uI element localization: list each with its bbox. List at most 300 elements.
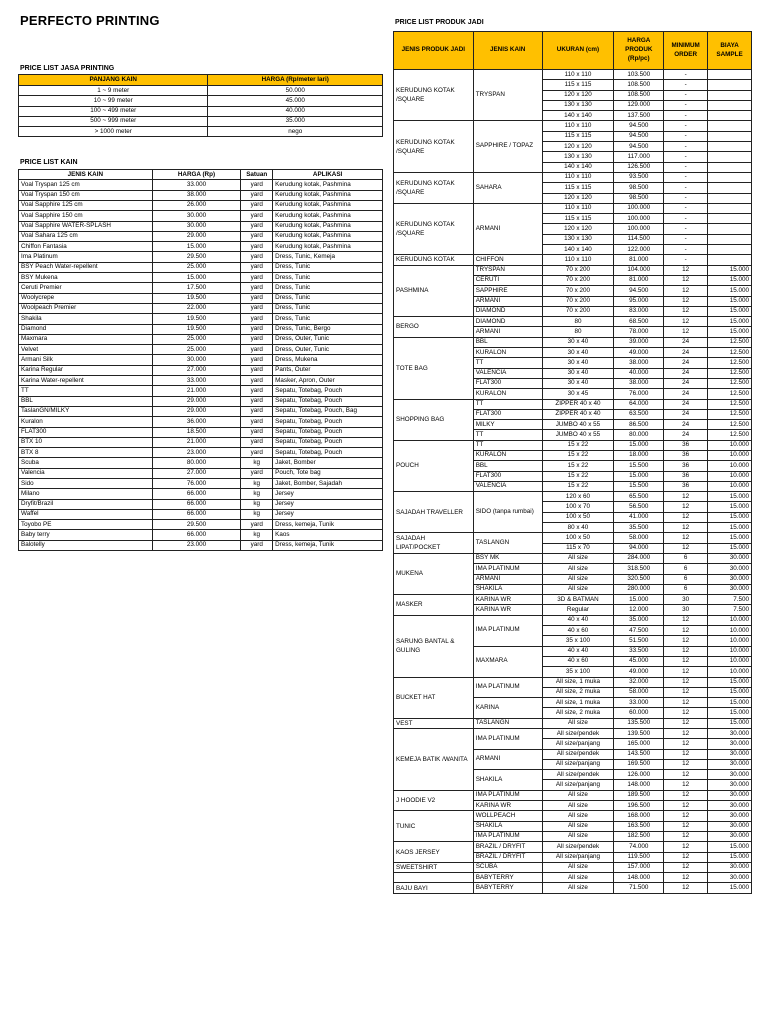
kain-name-cell: IMA PLATINUM (473, 729, 542, 750)
ukuran-cell: 130 x 130 (542, 234, 614, 244)
harga-cell: 68.500 (614, 317, 664, 327)
ukuran-cell: All size/panjang (542, 852, 614, 862)
minimum-order-cell: 24 (664, 378, 708, 388)
minimum-order-cell: 12 (664, 636, 708, 646)
table-row (394, 553, 752, 563)
harga-cell: 119.500 (614, 852, 664, 862)
biaya-sample-cell: 12.500 (708, 368, 752, 378)
minimum-order-cell: 12 (664, 533, 708, 543)
minimum-order-cell: 12 (664, 831, 708, 841)
ukuran-cell: All size (542, 790, 614, 800)
ukuran-cell: All size (542, 862, 614, 872)
satuan-cell: yard (241, 200, 273, 210)
jenis-kain-cell: BSY Peach Water-repellent (19, 262, 153, 272)
ukuran-cell: 140 x 140 (542, 245, 614, 255)
satuan-cell: yard (241, 365, 273, 375)
harga-cell: 98.500 (614, 183, 664, 193)
kain-name-cell: WOLLPEACH (473, 811, 542, 821)
kain-name-cell: BRAZIL / DRYFIT (473, 852, 542, 862)
minimum-order-cell: 12 (664, 739, 708, 749)
harga-cell: nego (208, 127, 383, 137)
col-header-jenis-produk: JENIS PRODUK JADI (394, 32, 474, 70)
minimum-order-cell: 12 (664, 502, 708, 512)
jenis-kain-cell: Scuba (19, 458, 153, 468)
kain-name-cell: ARMANI (473, 574, 542, 584)
harga-cell: 29.500 (152, 520, 241, 530)
harga-cell: 100.000 (614, 224, 664, 234)
harga-cell: 35.500 (614, 523, 664, 533)
minimum-order-cell: 12 (664, 811, 708, 821)
produk-name-cell: KERUDUNG KOTAK (394, 255, 474, 265)
biaya-sample-cell: 10.000 (708, 667, 752, 677)
aplikasi-cell: Dress, Tunic (273, 293, 383, 303)
minimum-order-cell: 12 (664, 327, 708, 337)
biaya-sample-cell: 15.000 (708, 492, 752, 502)
harga-cell: 15.000 (152, 273, 241, 283)
harga-cell: 19.500 (152, 324, 241, 334)
minimum-order-cell: - (664, 100, 708, 110)
ukuran-cell: 115 x 70 (542, 543, 614, 553)
biaya-sample-cell (708, 100, 752, 110)
minimum-order-cell: 6 (664, 564, 708, 574)
harga-cell: 165.000 (614, 739, 664, 749)
harga-cell: 148.000 (614, 780, 664, 790)
satuan-cell: yard (241, 221, 273, 231)
minimum-order-cell: 12 (664, 265, 708, 275)
satuan-cell: yard (241, 293, 273, 303)
harga-cell: 17.500 (152, 283, 241, 293)
biaya-sample-cell: 10.000 (708, 615, 752, 625)
produk-name-cell: PASHMINA (394, 265, 474, 316)
produk-name-cell: KAOS JERSEY (394, 842, 474, 863)
jenis-kain-cell: Ceruti Premier (19, 283, 153, 293)
kain-name-cell: SHAKILA (473, 770, 542, 791)
minimum-order-cell: 36 (664, 461, 708, 471)
ukuran-cell: All size, 1 muka (542, 677, 614, 687)
harga-cell: 80.000 (152, 458, 241, 468)
minimum-order-cell: 30 (664, 595, 708, 605)
satuan-cell: yard (241, 540, 273, 550)
kain-name-cell: KURALON (473, 389, 542, 399)
ukuran-cell: ZIPPER 40 x 40 (542, 409, 614, 419)
table-row (394, 399, 752, 409)
aplikasi-cell: Sepatu, Totebag, Pouch, Bag (273, 406, 383, 416)
ukuran-cell: 15 x 22 (542, 461, 614, 471)
minimum-order-cell: 24 (664, 420, 708, 430)
satuan-cell: yard (241, 376, 273, 386)
minimum-order-cell: 12 (664, 862, 708, 872)
biaya-sample-cell: 10.000 (708, 440, 752, 450)
ukuran-cell: 115 x 115 (542, 131, 614, 141)
minimum-order-cell: 12 (664, 698, 708, 708)
biaya-sample-cell: 30.000 (708, 770, 752, 780)
aplikasi-cell: Dress, Tunic (273, 314, 383, 324)
kain-name-cell: IMA PLATINUM (473, 677, 542, 698)
harga-cell: 78.000 (614, 327, 664, 337)
biaya-sample-cell: 30.000 (708, 574, 752, 584)
biaya-sample-cell: 15.000 (708, 317, 752, 327)
minimum-order-cell: 12 (664, 646, 708, 656)
col-header-harga: HARGA (Rp/meter lari) (208, 75, 383, 86)
ukuran-cell: 120 x 120 (542, 142, 614, 152)
kain-name-cell: KARINA WR (473, 595, 542, 605)
biaya-sample-cell: 15.000 (708, 883, 752, 893)
harga-cell: 284.000 (614, 553, 664, 563)
kain-name-cell: BRAZIL / DRYFIT (473, 842, 542, 852)
harga-cell: 40.000 (208, 106, 383, 116)
biaya-sample-cell (708, 224, 752, 234)
satuan-cell: yard (241, 231, 273, 241)
ukuran-cell: 70 x 200 (542, 265, 614, 275)
biaya-sample-cell: 15.000 (708, 698, 752, 708)
ukuran-cell: 40 x 60 (542, 626, 614, 636)
minimum-order-cell: 12 (664, 275, 708, 285)
biaya-sample-cell: 15.000 (708, 523, 752, 533)
biaya-sample-cell (708, 70, 752, 80)
ukuran-cell: All size (542, 801, 614, 811)
biaya-sample-cell: 30.000 (708, 862, 752, 872)
biaya-sample-cell: 12.500 (708, 409, 752, 419)
ukuran-cell: 110 x 110 (542, 255, 614, 265)
satuan-cell: yard (241, 334, 273, 344)
aplikasi-cell: Pouch, Tote bag (273, 468, 383, 478)
ukuran-cell: All size (542, 553, 614, 563)
jenis-kain-cell: Sido (19, 479, 153, 489)
biaya-sample-cell: 15.000 (708, 512, 752, 522)
table-row (19, 116, 383, 126)
table-row (19, 396, 383, 406)
table-row (19, 345, 383, 355)
satuan-cell: kg (241, 499, 273, 509)
harga-cell: 38.000 (614, 358, 664, 368)
jenis-kain-cell: BBL (19, 396, 153, 406)
kain-name-cell: KARINA (473, 698, 542, 719)
satuan-cell: yard (241, 242, 273, 252)
biaya-sample-cell: 30.000 (708, 811, 752, 821)
jenis-kain-cell: Shakila (19, 314, 153, 324)
biaya-sample-cell (708, 245, 752, 255)
harga-cell: 157.000 (614, 862, 664, 872)
minimum-order-cell: 24 (664, 409, 708, 419)
harga-cell: 39.000 (614, 337, 664, 347)
biaya-sample-cell (708, 203, 752, 213)
minimum-order-cell: 36 (664, 450, 708, 460)
produk-name-cell: MASKER (394, 595, 474, 616)
harga-cell: 129.000 (614, 100, 664, 110)
minimum-order-cell: - (664, 214, 708, 224)
table-row (394, 677, 752, 687)
produk-name-cell: SAJADAH TRAVELLER (394, 492, 474, 533)
ukuran-cell: 120 x 120 (542, 224, 614, 234)
satuan-cell: kg (241, 458, 273, 468)
jenis-kain-cell: TT (19, 386, 153, 396)
table-row (19, 293, 383, 303)
biaya-sample-cell: 15.000 (708, 852, 752, 862)
ukuran-cell: 30 x 40 (542, 368, 614, 378)
ukuran-cell: All size/panjang (542, 739, 614, 749)
table-row (19, 252, 383, 262)
panjang-kain-cell: 500 ~ 999 meter (19, 116, 208, 126)
biaya-sample-cell: 12.500 (708, 420, 752, 430)
kain-name-cell: TT (473, 440, 542, 450)
kain-table (18, 169, 383, 551)
table-row (394, 862, 752, 872)
jenis-kain-cell: Balotelly (19, 540, 153, 550)
ukuran-cell: 120 x 120 (542, 193, 614, 203)
minimum-order-cell: 12 (664, 306, 708, 316)
table-row (19, 127, 383, 137)
jenis-kain-cell: Velvet (19, 345, 153, 355)
biaya-sample-cell: 15.000 (708, 543, 752, 553)
biaya-sample-cell: 30.000 (708, 729, 752, 739)
table-row (19, 190, 383, 200)
biaya-sample-cell (708, 121, 752, 131)
col-header-harga: HARGA (Rp) (152, 170, 241, 180)
minimum-order-cell: - (664, 183, 708, 193)
minimum-order-cell: 12 (664, 687, 708, 697)
harga-cell: 15.000 (614, 440, 664, 450)
jenis-kain-cell: Toyobo PE (19, 520, 153, 530)
ukuran-cell: 110 x 110 (542, 121, 614, 131)
minimum-order-cell: 12 (664, 842, 708, 852)
ukuran-cell: 40 x 40 (542, 646, 614, 656)
aplikasi-cell: Sepatu, Totebag, Pouch (273, 437, 383, 447)
col-header-biaya-sample: BIAYA SAMPLE (708, 32, 752, 70)
biaya-sample-cell: 10.000 (708, 481, 752, 491)
biaya-sample-cell: 30.000 (708, 780, 752, 790)
jenis-kain-cell: Diamond (19, 324, 153, 334)
col-header-panjang-kain: PANJANG KAIN (19, 75, 208, 86)
biaya-sample-cell: 10.000 (708, 450, 752, 460)
table-row (19, 180, 383, 190)
minimum-order-cell: 6 (664, 553, 708, 563)
produk-name-cell: BUCKET HAT (394, 677, 474, 718)
table-row (394, 790, 752, 800)
ukuran-cell: 70 x 200 (542, 286, 614, 296)
kain-name-cell: MILKY (473, 420, 542, 430)
satuan-cell: kg (241, 509, 273, 519)
biaya-sample-cell: 10.000 (708, 471, 752, 481)
table-row (394, 265, 752, 275)
minimum-order-cell: - (664, 131, 708, 141)
satuan-cell: yard (241, 211, 273, 221)
col-header-harga-produk: HARGA PRODUK (Rp/pc) (614, 32, 664, 70)
minimum-order-cell: 12 (664, 873, 708, 883)
col-header-aplikasi: APLIKASI (273, 170, 383, 180)
harga-cell: 29.000 (152, 231, 241, 241)
jenis-kain-cell: Milano (19, 489, 153, 499)
minimum-order-cell: 12 (664, 667, 708, 677)
harga-cell: 45.000 (614, 656, 664, 666)
ukuran-cell: 15 x 22 (542, 450, 614, 460)
ukuran-cell: 70 x 200 (542, 306, 614, 316)
minimum-order-cell: 12 (664, 296, 708, 306)
harga-cell: 163.500 (614, 821, 664, 831)
produk-label: PRICE LIST PRODUK JADI (395, 19, 484, 26)
biaya-sample-cell: 15.000 (708, 327, 752, 337)
jenis-kain-cell: Voal Tryspan 150 cm (19, 190, 153, 200)
produk-name-cell: KERUDUNG KOTAK /SQUARE (394, 70, 474, 121)
harga-cell: 71.500 (614, 883, 664, 893)
harga-cell: 318.500 (614, 564, 664, 574)
jenis-kain-cell: BTX 8 (19, 448, 153, 458)
table-row (394, 70, 752, 80)
table-row (19, 242, 383, 252)
ukuran-cell: All size, 2 muka (542, 708, 614, 718)
minimum-order-cell: 24 (664, 337, 708, 347)
produk-name-cell: TOTE BAG (394, 337, 474, 399)
biaya-sample-cell (708, 80, 752, 90)
kain-name-cell: BBL (473, 337, 542, 347)
produk-name-cell: BERGO (394, 317, 474, 338)
aplikasi-cell: Pants, Outer (273, 365, 383, 375)
aplikasi-cell: Dress, Tunic, Kemeja (273, 252, 383, 262)
harga-cell: 47.500 (614, 626, 664, 636)
harga-cell: 27.000 (152, 468, 241, 478)
table-row (19, 86, 383, 96)
aplikasi-cell: Kerudung kotak, Pashmina (273, 190, 383, 200)
kain-name-cell: IMA PLATINUM (473, 831, 542, 841)
col-header-satuan: Satuan (241, 170, 273, 180)
aplikasi-cell: Kerudung kotak, Pashmina (273, 221, 383, 231)
harga-cell: 196.500 (614, 801, 664, 811)
minimum-order-cell: - (664, 111, 708, 121)
produk-name-cell: J HOODIE V2 (394, 790, 474, 811)
table-row (19, 437, 383, 447)
minimum-order-cell: 12 (664, 749, 708, 759)
biaya-sample-cell: 30.000 (708, 873, 752, 883)
satuan-cell: yard (241, 303, 273, 313)
harga-cell: 29.000 (152, 406, 241, 416)
kain-name-cell: BSY MK (473, 553, 542, 563)
kain-name-cell: ARMANI (473, 749, 542, 770)
biaya-sample-cell: 7.500 (708, 605, 752, 615)
kain-name-cell: TRYSPAN (473, 70, 542, 121)
ukuran-cell: 110 x 110 (542, 70, 614, 80)
biaya-sample-cell (708, 142, 752, 152)
produk-name-cell: VEST (394, 718, 474, 728)
kain-name-cell: IMA PLATINUM (473, 564, 542, 574)
minimum-order-cell: 12 (664, 523, 708, 533)
jenis-kain-cell: TaslanGN/MILKY (19, 406, 153, 416)
jenis-kain-cell: Voal Sapphire 125 cm (19, 200, 153, 210)
biaya-sample-cell: 15.000 (708, 677, 752, 687)
harga-cell: 104.000 (614, 265, 664, 275)
aplikasi-cell: Dress, Mukena (273, 355, 383, 365)
kain-label: PRICE LIST KAIN (20, 159, 78, 166)
minimum-order-cell: 12 (664, 759, 708, 769)
harga-cell: 15.000 (614, 471, 664, 481)
harga-cell: 137.500 (614, 111, 664, 121)
jenis-kain-cell: Maxmara (19, 334, 153, 344)
satuan-cell: yard (241, 417, 273, 427)
ukuran-cell: 30 x 40 (542, 348, 614, 358)
harga-cell: 33.000 (614, 698, 664, 708)
aplikasi-cell: Sepatu, Totebag, Pouch (273, 448, 383, 458)
minimum-order-cell: 12 (664, 677, 708, 687)
aplikasi-cell: Sepatu, Totebag, Pouch (273, 417, 383, 427)
harga-cell: 35.000 (208, 116, 383, 126)
biaya-sample-cell: 15.000 (708, 306, 752, 316)
ukuran-cell: All size (542, 718, 614, 728)
harga-cell: 135.500 (614, 718, 664, 728)
satuan-cell: kg (241, 530, 273, 540)
satuan-cell: yard (241, 386, 273, 396)
harga-cell: 25.000 (152, 334, 241, 344)
harga-cell: 114.500 (614, 234, 664, 244)
biaya-sample-cell: 12.500 (708, 358, 752, 368)
table-row (19, 540, 383, 550)
kain-name-cell: ARMANI (473, 296, 542, 306)
kain-name-cell: BABYTERRY (473, 883, 542, 893)
biaya-sample-cell: 12.500 (708, 389, 752, 399)
page-title: PERFECTO PRINTING (20, 13, 160, 28)
satuan-cell: yard (241, 180, 273, 190)
harga-cell: 126.500 (614, 162, 664, 172)
minimum-order-cell: 12 (664, 821, 708, 831)
table-row (19, 458, 383, 468)
biaya-sample-cell: 12.500 (708, 399, 752, 409)
biaya-sample-cell: 15.000 (708, 502, 752, 512)
jenis-kain-cell: FLAT300 (19, 427, 153, 437)
kain-name-cell: ARMANI (473, 203, 542, 254)
ukuran-cell: All size/pendek (542, 842, 614, 852)
aplikasi-cell: Jersey (273, 499, 383, 509)
ukuran-cell: ZIPPER 40 x 40 (542, 399, 614, 409)
minimum-order-cell: 30 (664, 605, 708, 615)
jenis-kain-cell: Chiffon Fantasia (19, 242, 153, 252)
harga-cell: 65.500 (614, 492, 664, 502)
ukuran-cell: 100 x 50 (542, 533, 614, 543)
kain-name-cell: VALENCIA (473, 481, 542, 491)
biaya-sample-cell: 12.500 (708, 378, 752, 388)
jenis-kain-cell: Woolycrepe (19, 293, 153, 303)
harga-cell: 33.000 (152, 376, 241, 386)
harga-cell: 98.500 (614, 193, 664, 203)
kain-name-cell: BBL (473, 461, 542, 471)
harga-cell: 18.500 (152, 427, 241, 437)
aplikasi-cell: Dress, Tunic (273, 262, 383, 272)
minimum-order-cell: - (664, 245, 708, 255)
produk-name-cell: POUCH (394, 440, 474, 491)
jenis-kain-cell: Voal Sapphire WATER-SPLASH (19, 221, 153, 231)
ukuran-cell: 80 (542, 317, 614, 327)
table-row (19, 211, 383, 221)
kain-name-cell: FLAT300 (473, 378, 542, 388)
produk-table (393, 31, 752, 894)
harga-cell: 139.500 (614, 729, 664, 739)
ukuran-cell: JUMBO 40 x 55 (542, 430, 614, 440)
table-row (19, 314, 383, 324)
biaya-sample-cell: 30.000 (708, 801, 752, 811)
ukuran-cell: 80 x 40 (542, 523, 614, 533)
biaya-sample-cell (708, 234, 752, 244)
ukuran-cell: All size (542, 564, 614, 574)
kain-name-cell: SAPPHIRE / TOPAZ (473, 121, 542, 172)
harga-cell: 19.500 (152, 314, 241, 324)
minimum-order-cell: 24 (664, 399, 708, 409)
produk-name-cell (394, 873, 474, 883)
table-row (19, 262, 383, 272)
table-row (394, 337, 752, 347)
aplikasi-cell: Sepatu, Totebag, Pouch (273, 427, 383, 437)
aplikasi-cell: Dress, Outer, Tunic (273, 334, 383, 344)
table-row (19, 376, 383, 386)
minimum-order-cell: - (664, 193, 708, 203)
satuan-cell: kg (241, 479, 273, 489)
ukuran-cell: All size/panjang (542, 780, 614, 790)
harga-cell: 94.000 (614, 543, 664, 553)
